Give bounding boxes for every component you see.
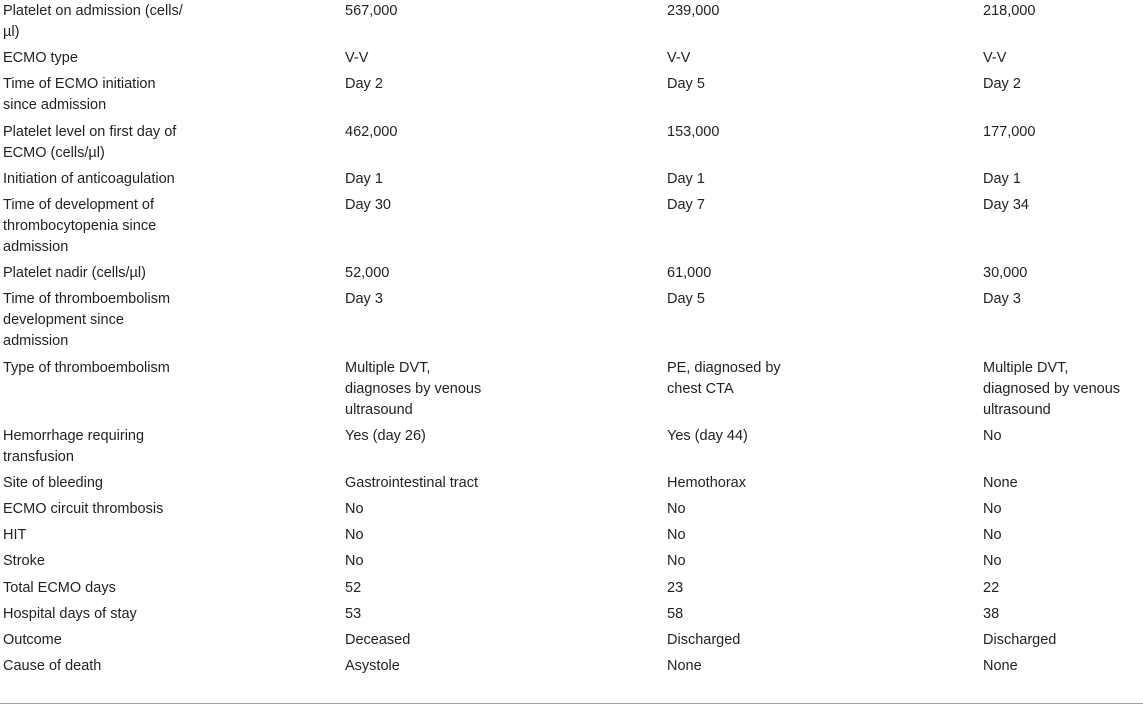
table-bottom-rule [0, 703, 1143, 704]
case-1-value: Deceased [345, 632, 411, 648]
table-row [0, 604, 1143, 630]
case-1-value: 52 [345, 579, 362, 596]
case-3-value: No [983, 501, 1002, 518]
table-row [0, 578, 1143, 604]
case-3-value: No [983, 553, 1002, 570]
case-1-value: Asystole [345, 658, 400, 675]
case-3-value: Day 2 [983, 76, 1021, 93]
case-1-value: Multiple DVT, diagnoses by venous ultrasound [345, 359, 482, 418]
table-row [0, 74, 1143, 121]
case-3-value: No [983, 527, 1002, 544]
row-label: Initiation of anticoagulation [3, 170, 175, 187]
case-1-value: 567,000 [345, 3, 398, 19]
row-label: Time of development of thrombocytopenia since admission [3, 196, 157, 255]
row-label: ECMO type [3, 50, 78, 67]
case-3-value: 30,000 [983, 265, 1028, 282]
case-3-value: 218,000 [983, 3, 1036, 19]
row-label: Hospital days of stay [3, 605, 137, 622]
case-3-value: V-V [983, 50, 1007, 67]
case-2-value: Yes (day 44) [667, 427, 748, 444]
table-row [0, 551, 1143, 577]
case-1-value: Yes (day 26) [345, 427, 426, 444]
case-1-value: Day 2 [345, 76, 383, 93]
case-2-value: Hemothorax [667, 474, 746, 491]
case-3-value: Day 3 [983, 291, 1021, 308]
case-1-value: Day 30 [345, 196, 391, 213]
case-2-value: 153,000 [667, 123, 720, 140]
row-label: Platelet nadir (cells/µl) [3, 265, 146, 282]
table-row [0, 122, 1143, 169]
case-3-value: Discharged [983, 632, 1057, 648]
case-1-value: Day 3 [345, 291, 383, 308]
case-1-value: Gastrointestinal tract [345, 474, 478, 491]
case-2-value: None [667, 658, 702, 675]
row-label: ECMO circuit thrombosis [3, 501, 164, 518]
row-label: Platelet level on first day of ECMO (cells/µl) [3, 123, 177, 161]
case-1-value: 53 [345, 605, 362, 622]
case-1-value: No [345, 527, 364, 544]
case-2-value: 61,000 [667, 265, 712, 282]
case-3-value: None [983, 658, 1018, 675]
case-2-value: Day 1 [667, 170, 705, 187]
table-row [0, 525, 1143, 551]
row-label: HIT [3, 527, 27, 544]
case-3-value: None [983, 474, 1018, 491]
row-label: Stroke [3, 553, 45, 570]
case-1-value: No [345, 553, 364, 570]
table-row [0, 48, 1143, 74]
table-row [0, 656, 1143, 682]
case-3-value: 38 [983, 605, 1000, 622]
case-2-value: Day 5 [667, 76, 705, 93]
table-row [0, 169, 1143, 195]
table-row [0, 499, 1143, 525]
case-1-value: V-V [345, 50, 369, 67]
case-2-value: 239,000 [667, 3, 720, 19]
row-label: Outcome [3, 632, 62, 648]
case-2-value: PE, diagnosed by chest CTA [667, 359, 781, 397]
case-2-value: No [667, 501, 686, 518]
case-1-value: 52,000 [345, 265, 390, 282]
case-3-value: Multiple DVT, diagnosed by venous ultrasound [983, 359, 1121, 418]
row-label: Platelet on admission (cells/µl) [3, 3, 183, 40]
case-2-value: 58 [667, 605, 684, 622]
case-2-value: No [667, 527, 686, 544]
case-2-value: No [667, 553, 686, 570]
case-1-value: Day 1 [345, 170, 383, 187]
table-row [0, 1, 1143, 48]
row-label: Hemorrhage requiring transfusion [3, 427, 145, 465]
table-row [0, 630, 1143, 656]
row-label: Site of bleeding [3, 474, 103, 491]
case-2-value: Day 7 [667, 196, 705, 213]
case-3-value: 22 [983, 579, 1000, 596]
row-label: Total ECMO days [3, 579, 116, 596]
table-row [0, 358, 1143, 426]
case-3-value: No [983, 427, 1002, 444]
row-label: Type of thromboembolism [3, 359, 170, 376]
case-2-value: 23 [667, 579, 684, 596]
table-row [0, 195, 1143, 263]
table-row [0, 473, 1143, 499]
table-row [0, 263, 1143, 289]
case-1-value: 462,000 [345, 123, 398, 140]
case-2-value: Day 5 [667, 291, 705, 308]
row-label: Time of ECMO initiation since admission [3, 76, 156, 114]
case-3-value: Day 1 [983, 170, 1021, 187]
case-1-value: No [345, 501, 364, 518]
case-3-value: Day 34 [983, 196, 1029, 213]
row-label: Time of thromboembolism development since admission [3, 291, 171, 350]
row-label: Cause of death [3, 658, 102, 675]
case-3-value: 177,000 [983, 123, 1036, 140]
case-2-value: V-V [667, 50, 691, 67]
table-row [0, 289, 1143, 357]
patient-data-table [0, 1, 1143, 682]
table-row [0, 426, 1143, 473]
case-2-value: Discharged [667, 632, 741, 648]
